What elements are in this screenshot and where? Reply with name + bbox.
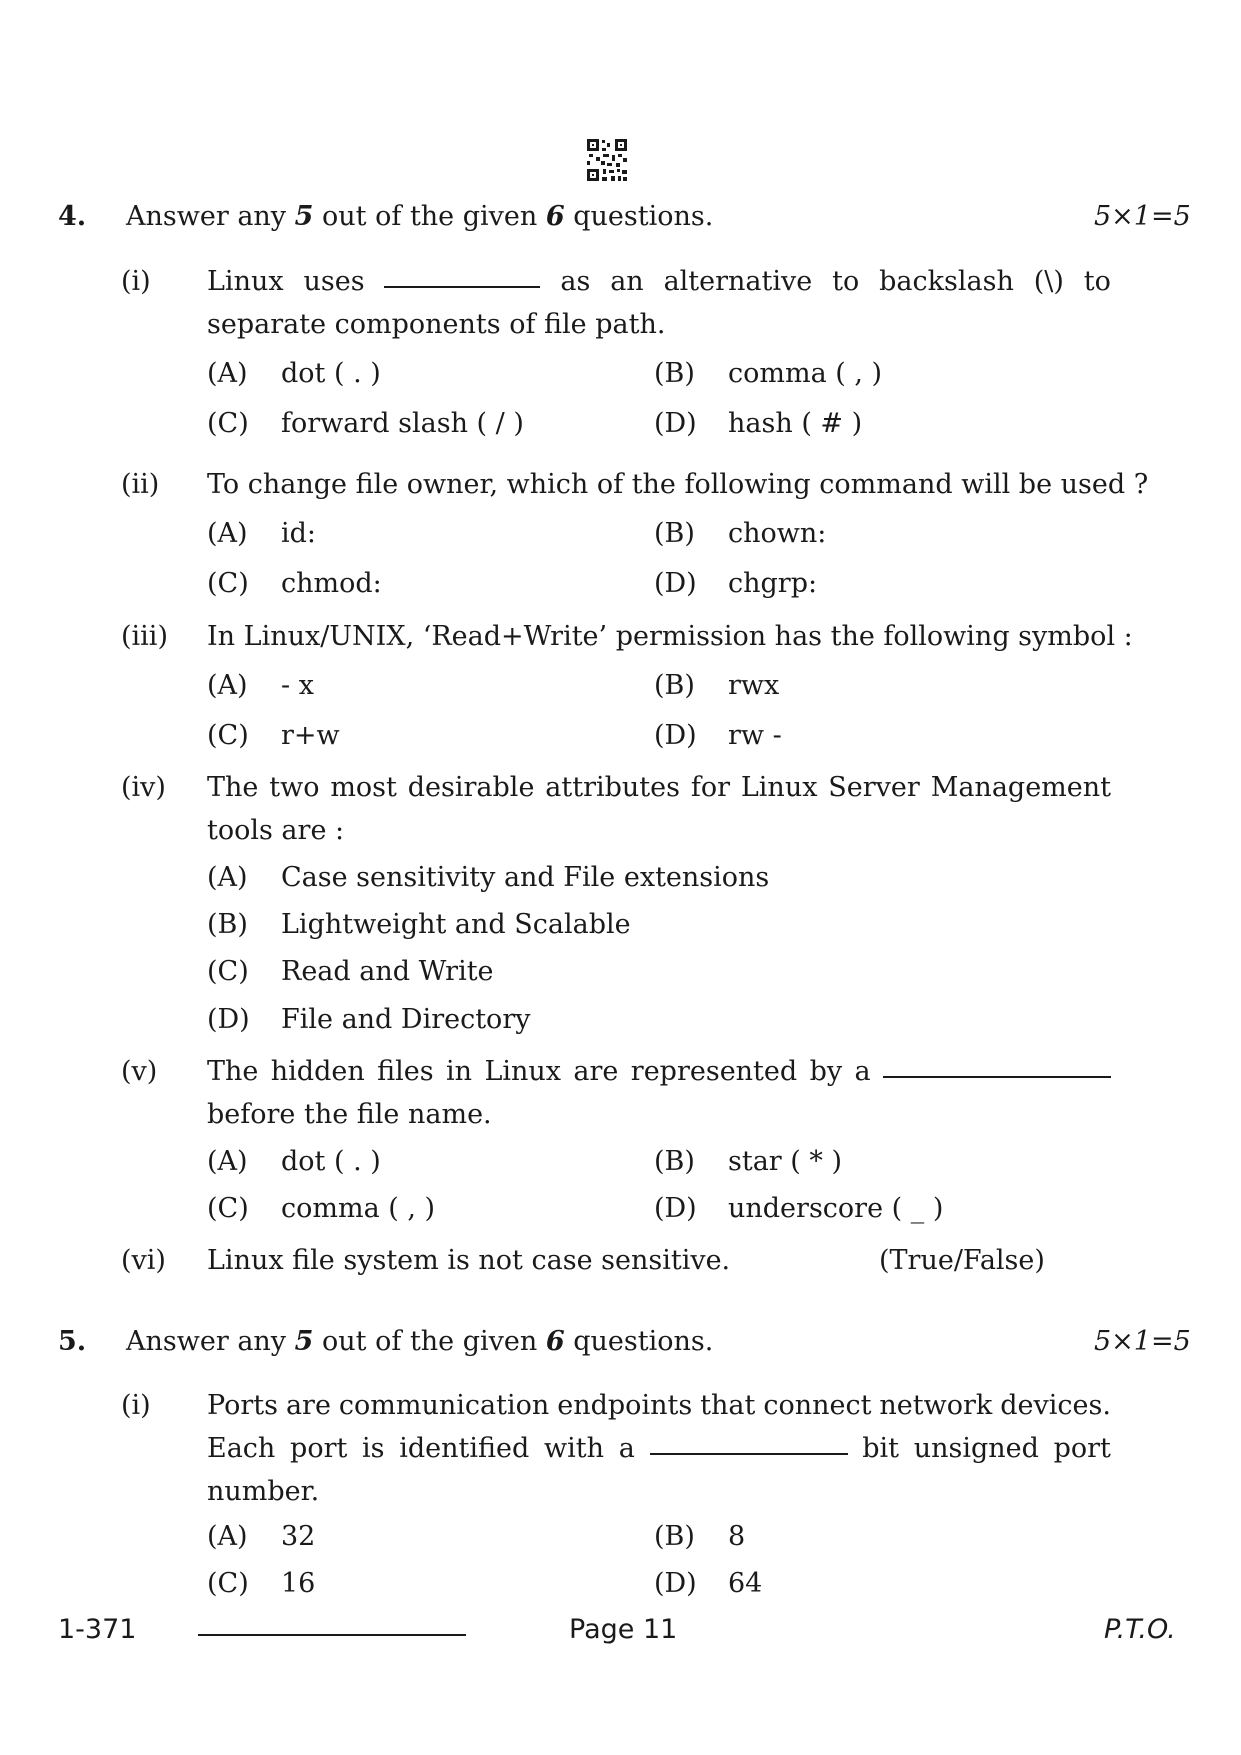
marks-allocation: 5×1=5	[1094, 201, 1191, 232]
sub-question-label: (i)	[121, 1390, 151, 1421]
option-text: r+w	[281, 720, 340, 751]
option-text: dot ( . )	[281, 1146, 381, 1177]
sub-question-text: To change file owner, which of the following command will be used ?	[207, 469, 1149, 500]
sub-question-label: (i)	[121, 266, 151, 297]
option-letter: (C)	[207, 956, 249, 987]
true-false-hint: (True/False)	[879, 1245, 1045, 1276]
option-letter: (D)	[654, 408, 697, 439]
question-number: 4.	[58, 201, 87, 232]
option-letter: (B)	[654, 518, 695, 549]
option-text: forward slash ( / )	[281, 408, 524, 439]
option-text: comma ( , )	[281, 1193, 436, 1224]
option-text: 8	[728, 1521, 746, 1552]
sub-question-text: Ports are communication endpoints that connect network devices.	[207, 1390, 1111, 1421]
option-text: dot ( . )	[281, 358, 381, 389]
option-text: underscore ( _ )	[728, 1193, 944, 1224]
answer-blank	[650, 1433, 848, 1455]
option-letter: (D)	[654, 1193, 697, 1224]
option-letter: (C)	[207, 568, 249, 599]
option-letter: (B)	[654, 358, 695, 389]
option-text: Read and Write	[281, 956, 494, 987]
option-letter: (C)	[207, 720, 249, 751]
page-number: Page 11	[569, 1614, 678, 1645]
sub-question-text: The two most desirable attributes for Linux Server Management	[207, 772, 1111, 803]
sub-question-text: tools are :	[207, 815, 345, 846]
option-text: hash ( # )	[728, 408, 863, 439]
option-letter: (A)	[207, 518, 248, 549]
footer-divider	[198, 1634, 466, 1636]
sub-question-label: (iv)	[121, 772, 166, 803]
option-text: id:	[281, 518, 317, 549]
option-letter: (D)	[654, 720, 697, 751]
option-text: chown:	[728, 518, 827, 549]
question-number: 5.	[58, 1326, 87, 1357]
option-letter: (B)	[654, 1146, 695, 1177]
option-letter: (A)	[207, 358, 248, 389]
option-letter: (C)	[207, 1568, 249, 1599]
sub-question-text: The hidden files in Linux are represented by a	[207, 1056, 1111, 1087]
option-text: 16	[281, 1568, 316, 1599]
paper-code: 1-371	[58, 1614, 137, 1645]
option-text: Case sensitivity and File extensions	[281, 862, 770, 893]
option-letter: (A)	[207, 670, 248, 701]
option-letter: (B)	[654, 1521, 695, 1552]
pto-label: P.T.O.	[1104, 1614, 1176, 1645]
option-letter: (D)	[207, 1004, 250, 1035]
option-letter: (D)	[654, 568, 697, 599]
sub-question-text: number.	[207, 1476, 320, 1507]
question-instruction: Answer any 5 out of the given 6 questions.	[126, 201, 714, 232]
option-letter: (B)	[654, 670, 695, 701]
sub-question-text: Linux file system is not case sensitive.	[207, 1245, 731, 1276]
option-letter: (A)	[207, 862, 248, 893]
option-text: chmod:	[281, 568, 382, 599]
option-letter: (C)	[207, 1193, 249, 1224]
option-letter: (D)	[654, 1568, 697, 1599]
sub-question-label: (vi)	[121, 1245, 166, 1276]
option-letter: (A)	[207, 1146, 248, 1177]
answer-blank	[384, 266, 540, 288]
question-instruction: Answer any 5 out of the given 6 questions.	[126, 1326, 714, 1357]
sub-question-text: separate components of file path.	[207, 309, 666, 340]
option-text: Lightweight and Scalable	[281, 909, 631, 940]
option-letter: (A)	[207, 1521, 248, 1552]
option-text: 32	[281, 1521, 316, 1552]
option-text: rwx	[728, 670, 780, 701]
option-letter: (C)	[207, 408, 249, 439]
sub-question-label: (ii)	[121, 469, 160, 500]
option-text: comma ( , )	[728, 358, 883, 389]
qr-code	[587, 139, 627, 181]
option-text: chgrp:	[728, 568, 818, 599]
option-text: - x	[281, 670, 314, 701]
sub-question-text: Each port is identified with a bit unsigned port	[207, 1433, 1111, 1464]
option-text: File and Directory	[281, 1004, 531, 1035]
option-text: star ( * )	[728, 1146, 843, 1177]
answer-blank	[883, 1056, 1111, 1078]
option-letter: (B)	[207, 909, 248, 940]
sub-question-label: (iii)	[121, 621, 168, 652]
marks-allocation: 5×1=5	[1094, 1326, 1191, 1357]
sub-question-text: before the file name.	[207, 1099, 492, 1130]
sub-question-label: (v)	[121, 1056, 158, 1087]
sub-question-text: Linux uses as an alternative to backslash (\) to	[207, 266, 1111, 297]
sub-question-text: In Linux/UNIX, ‘Read+Write’ permission has the following symbol :	[207, 621, 1133, 652]
option-text: rw -	[728, 720, 782, 751]
option-text: 64	[728, 1568, 763, 1599]
